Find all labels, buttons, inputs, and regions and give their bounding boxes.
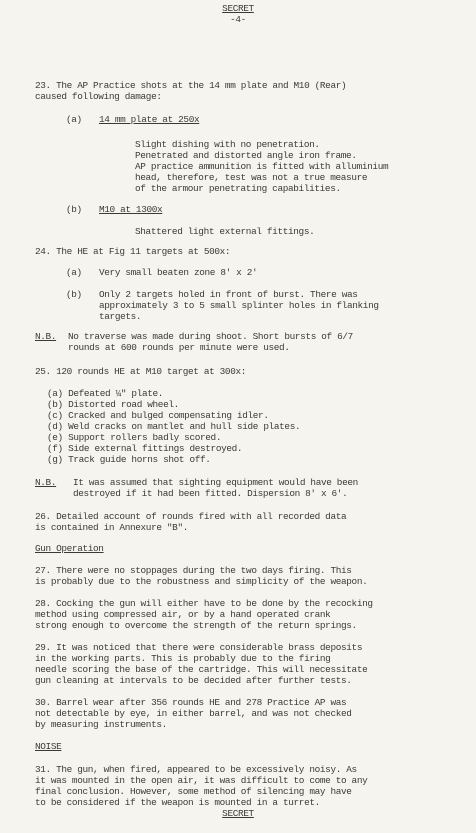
para-23a-line-3: AP practice ammunition is fitted with alluminium (135, 161, 389, 172)
para-23b-heading: M10 at 1300x (99, 204, 163, 215)
para-29-line-2: in the working parts. This is probably due to the firing (35, 653, 331, 664)
para-30-line-2: not detectable by eye, in either barrel, and was not checked (35, 708, 352, 719)
para-25-line-1: 25. 120 rounds HE at M10 target at 300x: (35, 366, 247, 377)
nb-2-line-1: It was assumed that sighting equipment would have been (73, 477, 358, 488)
para-24a-label: (a) (66, 267, 82, 278)
para-24-line-1: 24. The HE at Fig 11 targets at 500x: (35, 246, 231, 257)
para-27-line-2: is probably due to the robustness and simplicity of the weapon. (35, 576, 368, 587)
para-25-item-c: (c) Cracked and bulged compensating idler. (47, 410, 269, 421)
para-31-line-1: 31. The gun, when fired, appeared to be excessively noisy. As (35, 764, 357, 775)
para-23a-line-5: of the armour penetrating capabilities. (135, 183, 341, 194)
para-23-line-2: caused following damage: (35, 91, 162, 102)
para-31-line-3: final conclusion. However, some method of silencing may have (35, 786, 352, 797)
para-23a-label: (a) (66, 114, 82, 125)
para-27-line-1: 27. There were no stoppages during the two days firing. This (35, 565, 352, 576)
para-26-line-2: is contained in Annexure "B". (35, 522, 189, 533)
para-24b-line-2: approximately 3 to 5 small splinter holes in flanking (99, 300, 379, 311)
para-26-line-1: 26. Detailed account of rounds fired with all recorded data (35, 511, 347, 522)
para-30-line-1: 30. Barrel wear after 356 rounds HE and 278 Practice AP was (35, 697, 347, 708)
para-29-line-4: gun cleaning at intervals to be decided after further tests. (35, 675, 352, 686)
nb-2-label: N.B. (35, 477, 57, 488)
para-29-line-3: needle scoring the base of the cartridge. This will necessitate (35, 664, 368, 675)
para-23a-heading: 14 mm plate at 250x (99, 114, 200, 125)
para-28-line-2: method using compressed air, or by a hand operated crank (35, 609, 331, 620)
para-28-line-1: 28. Cocking the gun will either have to be done by the recocking (35, 598, 373, 609)
para-25-item-f: (f) Side external fittings destroyed. (47, 443, 243, 454)
footer-classification: SECRET (222, 808, 254, 819)
noise-heading: NOISE (35, 741, 62, 752)
para-25-item-a: (a) Defeated ¼" plate. (47, 388, 164, 399)
page-number: -4- (230, 14, 246, 25)
para-23b-line-1: Shattered light external fittings. (135, 226, 315, 237)
nb-2-line-2: destroyed if it had been fitted. Dispersion 8' x 6'. (73, 488, 348, 499)
para-30-line-3: by measuring instruments. (35, 719, 167, 730)
para-24a-line-1: Very small beaten zone 8' x 2' (99, 267, 258, 278)
para-25-item-e: (e) Support rollers badly scored. (47, 432, 222, 443)
para-23a-line-2: Penetrated and distorted angle iron frame. (135, 150, 357, 161)
para-23-line-1: 23. The AP Practice shots at the 14 mm plate and M10 (Rear) (35, 80, 347, 91)
para-28-line-3: strong enough to overcome the strength of the return springs. (35, 620, 357, 631)
gun-operation-heading: Gun Operation (35, 543, 104, 554)
para-23a-line-4: head, therefore, test was not a true measure (135, 172, 368, 183)
para-31-line-2: it was mounted in the open air, it was difficult to come to any (35, 775, 368, 786)
nb-1-label: N.B. (35, 331, 57, 342)
header-classification: SECRET (222, 3, 254, 14)
para-31-line-4: to be considered if the weapon is mounted in a turret. (35, 797, 320, 808)
para-25-item-b: (b) Distorted road wheel. (47, 399, 179, 410)
nb-1-line-1: No traverse was made during shoot. Short bursts of 6/7 (68, 331, 353, 342)
para-24b-line-1: Only 2 targets holed in front of burst. There was (99, 289, 358, 300)
para-24b-line-3: targets. (99, 311, 142, 322)
para-24b-label: (b) (66, 289, 82, 300)
para-25-item-g: (g) Track guide horns shot off. (47, 454, 211, 465)
nb-1-line-2: rounds at 600 rounds per minute were used. (68, 342, 290, 353)
para-25-item-d: (d) Weld cracks on mantlet and hull side plates. (47, 421, 301, 432)
para-29-line-1: 29. It was noticed that there were considerable brass deposits (35, 642, 363, 653)
para-23a-line-1: Slight dishing with no penetration. (135, 139, 320, 150)
para-23b-label: (b) (66, 204, 82, 215)
